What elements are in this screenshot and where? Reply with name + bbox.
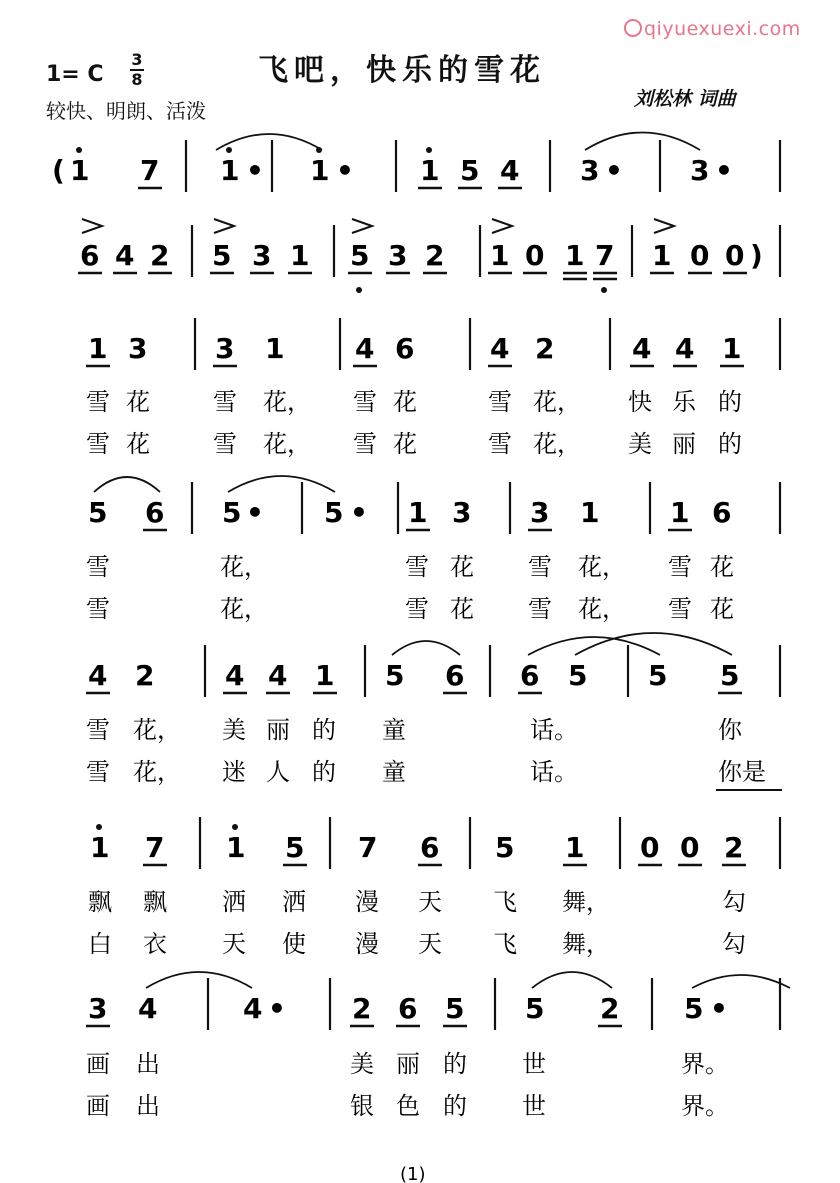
accent-mark	[352, 219, 372, 233]
note: 2	[535, 332, 555, 365]
lyric-syllable: 丽	[672, 430, 696, 458]
duration-dot: •	[336, 154, 354, 187]
key-signature: 1= C	[46, 62, 104, 87]
note: 3	[452, 496, 472, 529]
lyric-syllable: 雪	[213, 388, 237, 416]
lyric-syllable: 话。	[530, 758, 578, 786]
note: 0	[525, 239, 545, 272]
note: 4	[115, 239, 135, 272]
note: 7	[595, 239, 615, 272]
lyric-syllable: 飘	[143, 888, 167, 916]
lyric-syllable: 花	[126, 430, 150, 458]
slur-arc	[146, 972, 252, 988]
note: 3	[388, 239, 408, 272]
note: 1	[652, 239, 672, 272]
lyric-syllable: 雪	[86, 716, 110, 744]
note: 3	[690, 154, 710, 187]
slur-arc	[216, 134, 322, 150]
lyric-syllable: 衣	[143, 930, 167, 958]
high-octave-dot	[96, 824, 102, 830]
note: 1	[88, 332, 108, 365]
lyric-syllable: 雪	[86, 553, 110, 581]
duration-dot: •	[605, 154, 623, 187]
note: 5	[350, 239, 370, 272]
lyric-syllable: 界。	[681, 1092, 729, 1120]
lyric-syllable: 人	[266, 758, 290, 786]
note: 2	[135, 659, 155, 692]
note: 5	[525, 992, 545, 1025]
lyric-syllable: 舞，	[562, 888, 610, 916]
lyric-syllable: 雪	[86, 430, 110, 458]
lyric-syllable: 丽	[266, 716, 290, 744]
lyric-syllable: 雪	[86, 388, 110, 416]
note: 0	[690, 239, 710, 272]
lyric-syllable: 飞	[493, 930, 517, 958]
lyric-syllable: 花	[393, 430, 417, 458]
note: 1	[265, 332, 285, 365]
note: 3	[88, 992, 108, 1025]
lyric-syllable: 的	[312, 758, 336, 786]
note: 5	[285, 831, 305, 864]
note: 6	[445, 659, 465, 692]
lyric-syllable: 世	[522, 1092, 546, 1120]
note: 2	[724, 831, 744, 864]
lyric-syllable: 勾	[722, 888, 746, 916]
lyric-syllable: 洒	[222, 888, 246, 916]
tempo-marking: 较快、明朗、活泼	[46, 99, 206, 123]
lyric-syllable: 花，	[133, 758, 181, 786]
low-octave-dot	[601, 287, 607, 293]
lyric-syllable: 雪	[668, 595, 692, 623]
lyric-syllable: 美	[350, 1050, 374, 1078]
low-octave-dot	[356, 287, 362, 293]
lyric-syllable: 天	[418, 888, 442, 916]
lyric-syllable: 童	[382, 716, 406, 744]
note: 1	[670, 496, 690, 529]
note: 5	[88, 496, 108, 529]
lyric-syllable: 雪	[668, 553, 692, 581]
accent-mark	[82, 219, 102, 233]
lyric-syllable: 漫	[355, 930, 379, 958]
note: 5	[495, 831, 515, 864]
note: 1	[565, 239, 585, 272]
lyric-syllable: 的	[718, 430, 742, 458]
note: 1	[490, 239, 510, 272]
high-octave-dot	[426, 147, 432, 153]
lyric-syllable: 美	[628, 430, 652, 458]
lyric-syllable: 乐	[672, 388, 696, 416]
note: 5	[212, 239, 232, 272]
duration-dot: •	[350, 496, 368, 529]
note: 5	[222, 496, 242, 529]
note: 0	[680, 831, 700, 864]
lyric-syllable: 雪	[528, 595, 552, 623]
note: 7	[358, 831, 378, 864]
lyric-syllable: 花，	[263, 430, 311, 458]
lyric-syllable: 花，	[133, 716, 181, 744]
lyric-syllable: 花，	[533, 388, 581, 416]
repeat-bracket: )	[750, 239, 763, 272]
note: 7	[145, 831, 165, 864]
note: 1	[565, 831, 585, 864]
lyric-syllable: 画	[86, 1050, 110, 1078]
lyric-syllable: 银	[350, 1092, 374, 1120]
note: 2	[600, 992, 620, 1025]
lyric-syllable: 花	[450, 595, 474, 623]
lyric-syllable: 雪	[488, 388, 512, 416]
lyric-syllable: 快	[628, 388, 652, 416]
note: 2	[425, 239, 445, 272]
lyric-syllable: 的	[443, 1092, 467, 1120]
note: 1	[315, 659, 335, 692]
note: 0	[640, 831, 660, 864]
accent-mark	[214, 219, 234, 233]
lyric-syllable: 花	[126, 388, 150, 416]
slur-arc	[228, 476, 335, 492]
lyric-syllable: 界。	[681, 1050, 729, 1078]
note: 5	[568, 659, 588, 692]
lyric-syllable: 洒	[282, 888, 306, 916]
high-octave-dot	[226, 147, 232, 153]
lyric-syllable: 飘	[88, 888, 112, 916]
duration-dot: •	[710, 992, 728, 1025]
lyric-syllable: 童	[382, 758, 406, 786]
lyric-syllable: 丽	[396, 1050, 420, 1078]
lyric-syllable: 天	[418, 930, 442, 958]
note: 6	[520, 659, 540, 692]
slur-arc	[532, 972, 612, 988]
lyric-syllable: 使	[282, 930, 306, 958]
repeat-bracket: (	[52, 154, 65, 187]
lyric-syllable: 天	[222, 930, 246, 958]
note: 6	[395, 332, 415, 365]
author-credit: 刘松林 词曲	[634, 88, 736, 110]
note: 3	[580, 154, 600, 187]
note: 4	[355, 332, 375, 365]
note: 4	[225, 659, 245, 692]
note: 4	[632, 332, 652, 365]
note: 1	[70, 154, 90, 187]
watermark-text: qiyuexuexi.com	[644, 18, 801, 40]
note: 5	[460, 154, 480, 187]
accent-mark	[492, 219, 512, 233]
slur-arc	[94, 477, 160, 492]
lyric-syllable: 飞	[493, 888, 517, 916]
duration-dot: •	[246, 154, 264, 187]
accent-mark	[654, 219, 674, 233]
note: 1	[580, 496, 600, 529]
lyric-syllable: 雪	[405, 595, 429, 623]
note: 1	[290, 239, 310, 272]
lyric-syllable: 勾	[722, 930, 746, 958]
note: 4	[268, 659, 288, 692]
lyric-syllable: 雪	[86, 758, 110, 786]
lyric-syllable: 出	[136, 1092, 160, 1120]
meter-bottom: 8	[131, 70, 143, 89]
lyric-syllable: 色	[396, 1092, 420, 1120]
lyric-syllable: 出	[136, 1050, 160, 1078]
note: 5	[385, 659, 405, 692]
high-octave-dot	[76, 147, 82, 153]
lyric-syllable: 雪	[353, 430, 377, 458]
page-number: (1)	[400, 1164, 426, 1183]
note: 5	[720, 659, 740, 692]
lyric-syllable: 雪	[488, 430, 512, 458]
duration-dot: •	[246, 496, 264, 529]
note: 7	[140, 154, 160, 187]
note: 4	[490, 332, 510, 365]
lyric-syllable: 白	[88, 930, 112, 958]
lyric-syllable: 的	[312, 716, 336, 744]
lyric-syllable: 画	[86, 1092, 110, 1120]
note: 4	[500, 154, 520, 187]
note: 5	[324, 496, 344, 529]
meter-top: 3	[131, 50, 143, 69]
note: 1	[226, 831, 246, 864]
duration-dot: •	[715, 154, 733, 187]
lyric-syllable: 雪	[528, 553, 552, 581]
note: 5	[445, 992, 465, 1025]
lyric-syllable: 花，	[220, 595, 268, 623]
lyric-syllable: 你是	[718, 758, 766, 786]
lyric-syllable: 世	[522, 1050, 546, 1078]
lyric-syllable: 雪	[86, 595, 110, 623]
lyric-syllable: 你	[718, 716, 742, 744]
lyric-syllable: 雪	[405, 553, 429, 581]
note: 3	[252, 239, 272, 272]
lyric-syllable: 花	[450, 553, 474, 581]
slur-arc	[692, 975, 790, 988]
note: 1	[408, 496, 428, 529]
lyric-syllable: 的	[718, 388, 742, 416]
lyric-syllable: 花，	[578, 553, 626, 581]
lyric-syllable: 迷	[222, 758, 246, 786]
note: 4	[675, 332, 695, 365]
lyric-syllable: 花	[393, 388, 417, 416]
note: 5	[648, 659, 668, 692]
lyric-syllable: 的	[443, 1050, 467, 1078]
duration-dot: •	[268, 992, 286, 1025]
slur-arc	[392, 641, 460, 655]
note: 1	[420, 154, 440, 187]
note: 4	[138, 992, 158, 1025]
note: 3	[128, 332, 148, 365]
lyric-syllable: 漫	[355, 888, 379, 916]
lyric-syllable: 花	[710, 553, 734, 581]
lyric-syllable: 花，	[533, 430, 581, 458]
note: 0	[725, 239, 745, 272]
lyric-syllable: 花，	[578, 595, 626, 623]
note: 6	[420, 831, 440, 864]
lyric-syllable: 花，	[263, 388, 311, 416]
note: 4	[88, 659, 108, 692]
note: 5	[684, 992, 704, 1025]
note: 2	[150, 239, 170, 272]
slur-arc	[585, 133, 700, 151]
lyric-syllable: 雪	[213, 430, 237, 458]
lyric-syllable: 花	[710, 595, 734, 623]
note: 3	[530, 496, 550, 529]
note: 6	[712, 496, 732, 529]
note: 3	[215, 332, 235, 365]
note: 2	[352, 992, 372, 1025]
note: 6	[80, 239, 100, 272]
song-title: 飞吧，快乐的雪花	[258, 53, 546, 88]
note: 1	[310, 154, 330, 187]
lyric-syllable: 舞，	[562, 930, 610, 958]
note: 4	[243, 992, 263, 1025]
note: 1	[220, 154, 240, 187]
note: 1	[90, 831, 110, 864]
lyric-syllable: 雪	[353, 388, 377, 416]
note: 1	[722, 332, 742, 365]
lyric-syllable: 美	[222, 716, 246, 744]
lyric-syllable: 话。	[530, 716, 578, 744]
note: 6	[145, 496, 165, 529]
high-octave-dot	[232, 824, 238, 830]
lyric-syllable: 花，	[220, 553, 268, 581]
note: 6	[398, 992, 418, 1025]
